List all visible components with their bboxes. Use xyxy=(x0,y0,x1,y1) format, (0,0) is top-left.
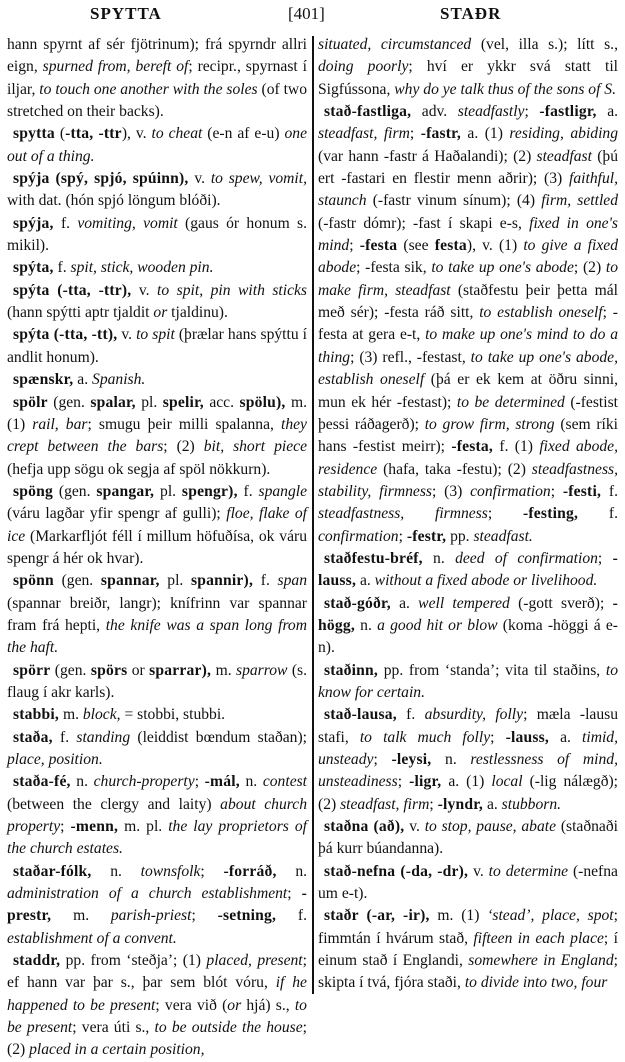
dictionary-entry xyxy=(7,861,307,950)
translation: spangle xyxy=(258,482,308,500)
dictionary-entry xyxy=(7,257,307,279)
right-guide-word: STAÐR xyxy=(440,4,502,23)
entry-text: n. xyxy=(431,751,471,768)
headword: spalar, xyxy=(90,393,136,411)
translation: firm, settled xyxy=(541,192,618,210)
entry-text: ; xyxy=(524,103,540,121)
entry-text: ; xyxy=(349,237,360,255)
entry-text: ; xyxy=(597,549,613,567)
entry-text: (hefja upp sögu ok segja af spöl nökkurn). xyxy=(7,460,271,478)
translation: spurned from, bereft of xyxy=(42,58,189,76)
translation: or xyxy=(153,304,168,322)
headword: -leysi, xyxy=(391,751,432,768)
translation: sparrow xyxy=(236,661,288,679)
entry-text: ; (2) xyxy=(7,1019,307,1059)
headword: spölu), xyxy=(239,393,286,411)
entry-text: ; (2) xyxy=(573,259,606,277)
dictionary-entry xyxy=(7,324,307,369)
translation: span xyxy=(277,572,308,590)
headword: -tta, -ttr xyxy=(65,125,122,143)
translation: about church property xyxy=(7,795,307,836)
entry-text: (-nefna um e-t). xyxy=(318,862,618,903)
translation: local xyxy=(491,773,523,791)
dictionary-entry xyxy=(7,213,307,258)
dictionary-entry xyxy=(7,570,307,659)
translation: to be determined xyxy=(456,393,565,411)
entry-text: ; xyxy=(200,862,224,880)
entry-text: ), v. xyxy=(121,125,152,143)
translation: confirmation xyxy=(470,482,551,500)
headword: sparrar), xyxy=(149,661,212,679)
entry-text: ; xyxy=(429,795,438,813)
entry-text: a. xyxy=(549,728,583,746)
entry-text: (gen. xyxy=(53,572,101,590)
entry-text: (-fastr dómr); -fast í skapi e-s, xyxy=(318,214,530,232)
dictionary-entry xyxy=(7,704,307,726)
entry-text: a. xyxy=(73,371,93,389)
translation: one out of a thing. xyxy=(7,125,308,165)
translation: residing, abiding xyxy=(509,125,619,143)
entry-text: (sem ríki hans -festist meirr); xyxy=(318,415,618,456)
headword: spýta (-tta, -tt), xyxy=(13,326,118,344)
entry-text: f. xyxy=(53,214,78,232)
translation: without a fixed abode or livelihood. xyxy=(374,572,598,590)
headword: -högg, xyxy=(318,594,618,634)
entry-text: (koma -höggi á e-n). xyxy=(318,616,619,657)
translation: if he happened to be present xyxy=(7,974,307,1014)
headword: -prestr, xyxy=(7,885,308,925)
entry-text: hjá) s., xyxy=(241,996,295,1014)
entry-text: (hafa, taka -festu); (2) xyxy=(377,460,532,478)
headword: spönn xyxy=(13,572,54,590)
translation: absurdity, folly xyxy=(424,706,524,724)
translation: placed, present xyxy=(206,952,303,970)
translation: fixed abode, residence xyxy=(318,438,618,478)
entry-text: m. pl. xyxy=(118,818,169,836)
headword: staðna (að), xyxy=(324,818,405,836)
translation: steadfastness, stability, firmness xyxy=(318,460,618,500)
entry-text: (e-n af e-u) xyxy=(202,125,285,143)
left-guide-word: SPYTTA xyxy=(90,4,162,23)
entry-text: (var hann -fastr á Haðalandi); (2) xyxy=(318,147,537,165)
headword: -ligr, xyxy=(409,773,442,791)
entry-text: (of two stretched on their backs). xyxy=(7,80,307,121)
translation: to make firm, steadfast xyxy=(318,259,618,299)
entry-text: ; smugu þeir milli spalanna, xyxy=(87,415,281,433)
translation: doing poorly xyxy=(318,58,409,76)
dictionary-entry xyxy=(7,369,307,391)
translation: to spit xyxy=(136,326,175,344)
entry-text: ; xyxy=(397,773,410,791)
entry-text: pl. xyxy=(159,572,192,590)
entry-text: (vel, illa s.); lítt s., xyxy=(471,36,618,53)
entry-text: ; vera við ( xyxy=(155,996,228,1014)
translation: situated, circumstanced xyxy=(318,36,472,53)
translation: why do ye talk thus of the sons of S. xyxy=(394,80,617,98)
headword: -lyndr, xyxy=(437,795,484,813)
headword: stað-góðr, xyxy=(324,594,391,612)
entry-text: pl. xyxy=(154,482,182,500)
right-column xyxy=(318,34,618,995)
dictionary-entry xyxy=(318,704,618,816)
entry-text: (-fastr vinum sínum); (4) xyxy=(366,192,542,210)
entry-text: (s. flaug í akr karls). xyxy=(7,661,307,701)
column-divider xyxy=(312,36,314,994)
headword: spangar, xyxy=(96,482,155,500)
entry-text: ; xyxy=(287,885,302,903)
entry-text: pp. xyxy=(446,527,474,545)
translation: to make up one's mind to do a thing xyxy=(318,326,618,366)
entry-text: (-lig nálægð); (2) xyxy=(318,773,619,813)
headword: spannar, xyxy=(100,572,160,590)
translation: well tempered xyxy=(418,594,510,612)
headword: spýja (spý, spjó, spúinn), xyxy=(13,170,189,188)
entry-text: (þú ert -fastari en flestir menn aðrir); (3) xyxy=(318,147,619,188)
entry-text: pp. from ‘steðja’; (1) xyxy=(60,952,207,970)
entry-text: v. xyxy=(188,170,211,188)
translation: parish-priest xyxy=(110,907,192,925)
entry-text: n. xyxy=(239,773,263,791)
translation: to grow firm, strong xyxy=(424,415,555,433)
translation: to determine xyxy=(488,862,569,880)
entry-text: ; vera úti s., xyxy=(72,1019,155,1037)
translation: administration of a church establishment xyxy=(7,885,288,903)
translation: placed in a certain position, xyxy=(29,1041,205,1059)
left-column xyxy=(7,34,307,1062)
headword: spýta (-tta, -ttr), xyxy=(13,281,132,299)
translation: steadfast xyxy=(536,147,592,165)
entry-text: ; xyxy=(191,907,218,925)
headword: staðr (-ar, -ir), xyxy=(324,907,430,925)
translation: to establish oneself xyxy=(479,304,603,322)
translation: steadfast. xyxy=(473,527,533,545)
headword: spelir, xyxy=(162,393,204,411)
entry-text: v. xyxy=(131,281,158,299)
entry-text: (gen. xyxy=(53,482,97,500)
entry-text: m. xyxy=(59,706,83,724)
entry-text: ; skipta í tvá, fjóra staði, xyxy=(318,952,618,992)
entry-text: v. xyxy=(404,818,425,836)
headword: staðar-fólk, xyxy=(13,862,92,880)
translation: ‘stead’, place, spot xyxy=(487,907,614,925)
translation: block, xyxy=(82,706,121,724)
translation: bit, short piece xyxy=(203,438,307,456)
entry-text: f. xyxy=(237,482,259,500)
entry-text: (Markarfljót féll í millum höfuðísa, ok váru spengr á hér ok hvar). xyxy=(7,527,307,567)
entry-text: f. (1) xyxy=(493,438,540,456)
entry-text: (gen. xyxy=(50,661,91,679)
entry-text: ; xyxy=(194,773,205,791)
dictionary-entry xyxy=(7,727,307,772)
headword: -setning, xyxy=(217,907,277,925)
translation: to talk much folly xyxy=(359,728,491,746)
entry-text: f. xyxy=(396,706,425,724)
dictionary-entry xyxy=(7,481,307,570)
translation: stubborn. xyxy=(501,795,562,813)
page-number: [401] xyxy=(288,4,325,23)
headword: stað-fastliga, xyxy=(324,103,412,121)
dictionary-entry xyxy=(7,771,307,860)
dictionary-entry xyxy=(7,392,307,481)
entry-text: n. xyxy=(70,773,94,791)
headword: stað-nefna (-da, -dr), xyxy=(324,862,469,880)
translation: steadfastly xyxy=(457,103,525,121)
translation: standing xyxy=(76,728,131,746)
headword: -festr, xyxy=(406,527,447,545)
entry-text: f. xyxy=(253,572,278,590)
entry-text: (gen. xyxy=(47,393,91,411)
entry-text: tjaldinu). xyxy=(167,304,228,322)
entry-text: ; í einum stað í Englandi, xyxy=(318,929,618,970)
entry-text: ; (2) xyxy=(163,438,204,456)
headword: spænskr, xyxy=(13,371,74,389)
headword: stabbi, xyxy=(13,706,60,724)
dictionary-entry xyxy=(318,101,618,548)
translation: fixed in one's mind xyxy=(318,214,618,255)
dictionary-entry xyxy=(7,123,307,168)
entry-text: ; -festa sik, xyxy=(356,259,432,277)
entry-text: ; -festa at gera e-t, xyxy=(318,304,618,344)
entry-text: v. xyxy=(117,326,137,344)
entry-text: (gaus ór honum s. mikil). xyxy=(7,214,307,255)
headword: staddr, xyxy=(13,952,61,970)
dictionary-entry xyxy=(318,593,618,660)
translation: or xyxy=(227,996,242,1014)
continued-entry xyxy=(318,34,618,101)
entry-text: ; xyxy=(487,505,524,523)
entry-text: (staðnaði þá kurr búandanna). xyxy=(318,818,618,858)
translation: to know for certain. xyxy=(318,661,618,701)
entry-text: f. xyxy=(601,482,618,500)
entry-text: a. xyxy=(390,594,419,612)
dictionary-entry xyxy=(318,905,618,994)
entry-text: (leiddist bœndum staðan); xyxy=(130,728,307,746)
translation: to give a fixed abode xyxy=(318,237,618,277)
entry-text: f. xyxy=(276,907,307,925)
entry-text: f. xyxy=(52,728,77,746)
entry-text: ; xyxy=(60,818,71,836)
headword: spörs xyxy=(90,661,128,679)
entry-text: n. xyxy=(422,549,456,567)
headword: staða-fé, xyxy=(13,773,71,791)
translation: church-property xyxy=(93,773,195,791)
entry-text: pl. xyxy=(135,393,163,411)
headword: -fastr, xyxy=(420,125,461,143)
translation: to take up one's abode xyxy=(431,259,574,277)
headword: spýja, xyxy=(13,214,54,232)
headword: spölr xyxy=(13,393,48,411)
dictionary-entry xyxy=(7,660,307,705)
entry-text: a. (1) xyxy=(460,125,510,143)
translation: steadfastness, firmness xyxy=(318,505,488,523)
translation: place, position. xyxy=(7,751,103,768)
translation: steadfast, firm xyxy=(318,125,410,143)
headword: -fastligr, xyxy=(539,103,597,121)
translation: fifteen in each place xyxy=(473,929,604,947)
entry-text: (staðfestu þeir þetta mál með sér); -festa ráð sitt, xyxy=(318,281,618,322)
translation: to be outside the house xyxy=(154,1019,303,1037)
entry-text: (see xyxy=(397,237,435,255)
entry-text: m. xyxy=(51,907,111,925)
headword: -lauss, xyxy=(318,549,619,590)
entry-text: ; (3) xyxy=(431,482,471,500)
continued-entry xyxy=(7,34,307,123)
headword: spannir), xyxy=(191,572,254,590)
entry-text: a. (1) xyxy=(441,773,492,791)
translation: townsfolk xyxy=(140,862,201,880)
headword: festa xyxy=(434,237,467,255)
headword: staða, xyxy=(13,728,53,746)
entry-text: ; ef hann var þar s., þar sem blót vóru, xyxy=(7,952,307,992)
headword: -festa xyxy=(359,237,398,255)
entry-text: n. xyxy=(354,616,378,634)
entry-text: ; xyxy=(398,527,407,545)
headword: -lauss, xyxy=(505,728,550,746)
translation: deed of confirmation xyxy=(455,549,598,567)
dictionary-entry xyxy=(7,950,307,1062)
translation: to spit, pin with sticks xyxy=(157,281,307,299)
entry-text: ; hví er ykkr svá statt til Sigfússona, xyxy=(318,58,618,98)
dictionary-entry xyxy=(7,280,307,325)
headword: stað-lausa, xyxy=(324,706,397,724)
translation: floe, flake of ice xyxy=(7,505,308,545)
entry-text: a. xyxy=(483,795,502,813)
translation: Spanish. xyxy=(92,371,146,389)
headword: spörr xyxy=(13,661,51,679)
entry-text: (between the clergy and laity) xyxy=(7,795,221,813)
translation: to be present xyxy=(7,996,307,1037)
headword: -festi, xyxy=(562,482,602,500)
entry-text: (-festist þessi ráðagerð); xyxy=(318,393,618,433)
translation: to divide into two, four xyxy=(464,974,608,992)
translation: the lay proprietors of the church estates. xyxy=(7,818,307,858)
translation: to cheat xyxy=(151,125,203,143)
entry-text: hann spyrnt af sér fjötrinum); frá spyrndr allri eign, xyxy=(7,36,307,76)
translation: contest xyxy=(262,773,308,791)
dictionary-entry xyxy=(318,548,618,593)
translation: to stop, pause, abate xyxy=(424,818,557,836)
entry-text: ; xyxy=(490,728,506,746)
headword: spengr), xyxy=(181,482,238,500)
entry-text: pp. from ‘standa’; vita til staðins, xyxy=(378,661,606,679)
entry-text: ), v. (1) xyxy=(466,237,524,255)
translation: timid, unsteady xyxy=(318,728,618,768)
entry-text: f. xyxy=(578,505,618,523)
entry-text: or xyxy=(127,661,150,679)
entry-text: acc. xyxy=(203,393,240,411)
entry-text: m. (1) xyxy=(7,393,308,433)
entry-text: ; xyxy=(373,751,392,768)
headword: spöng xyxy=(13,482,54,500)
entry-text: (spannar breiðr, langr); knífrinn var spannar fram frá hepti, xyxy=(7,594,307,634)
headword: staðinn, xyxy=(324,661,379,679)
translation: vomiting, vomit xyxy=(77,214,178,232)
entry-text: (hann spýtti aptr tjaldit xyxy=(7,304,154,322)
dictionary-entry xyxy=(7,168,307,213)
translation: establishment of a convent. xyxy=(7,929,177,947)
translation: confirmation xyxy=(318,527,399,545)
translation: to touch one another with the soles xyxy=(39,80,258,98)
translation: somewhere in England xyxy=(468,952,614,970)
entry-text: f. xyxy=(53,259,71,277)
headword: staðfestu-bréf, xyxy=(324,549,423,567)
entry-text: m. (1) xyxy=(429,907,488,925)
entry-text: ; mæla -lausu stafi, xyxy=(318,706,618,746)
entry-text: n. xyxy=(91,862,141,880)
entry-text: with dat. (hón spjó löngum blóði). xyxy=(7,192,221,210)
entry-text: ; fimmtán í hvárum stað, xyxy=(318,907,618,947)
translation: rail, bar xyxy=(32,415,88,433)
entry-text: n. xyxy=(276,862,308,880)
translation: a good hit or blow xyxy=(377,616,498,634)
headword: -festing, xyxy=(523,505,579,523)
translation: restlessness of mind, unsteadiness xyxy=(318,751,618,791)
headword: -mál, xyxy=(204,773,240,791)
entry-text: ; (3) refl., -festast, xyxy=(350,348,471,366)
entry-text: v. xyxy=(468,862,489,880)
entry-text: = stobbi, stubbi. xyxy=(120,706,226,724)
dictionary-entry xyxy=(318,816,618,861)
entry-text: ; xyxy=(409,125,421,143)
entry-text: a. xyxy=(356,572,375,590)
entry-text: ( xyxy=(54,125,66,143)
translation: the knife was a span long from the haft. xyxy=(7,616,307,657)
translation: to spew, vomit, xyxy=(210,170,307,188)
entry-text: (váru lagðar yfir spengr af gulli); xyxy=(7,505,227,523)
headword: -menn, xyxy=(70,818,119,836)
translation: they crept between the bars xyxy=(7,415,307,456)
translation: spit, stick, wooden pin. xyxy=(70,259,214,277)
entry-text: (þá er ek kem at öðru sinni, mun ek hér -festast); xyxy=(318,371,619,411)
entry-text: (þrælar hans spýttu í andlit honum). xyxy=(7,326,308,366)
headword: spýta, xyxy=(13,259,54,277)
headword: -forráð, xyxy=(223,862,277,880)
entry-text: ; xyxy=(550,482,563,500)
translation: to take up one's abode, establish oneself xyxy=(318,348,618,389)
entry-text: (-gott sverð); xyxy=(509,594,613,612)
entry-text: ; recipr., spyrnast í iljar, xyxy=(7,58,307,98)
headword: spytta xyxy=(13,125,55,143)
entry-text: m. xyxy=(211,661,236,679)
translation: faithful, staunch xyxy=(318,170,618,210)
headword: -festa, xyxy=(451,438,494,456)
entry-text: adv. xyxy=(411,103,458,121)
dictionary-entry xyxy=(318,660,618,705)
entry-text: a. xyxy=(596,103,619,121)
translation: steadfast, firm xyxy=(340,795,430,813)
dictionary-entry xyxy=(318,861,618,906)
